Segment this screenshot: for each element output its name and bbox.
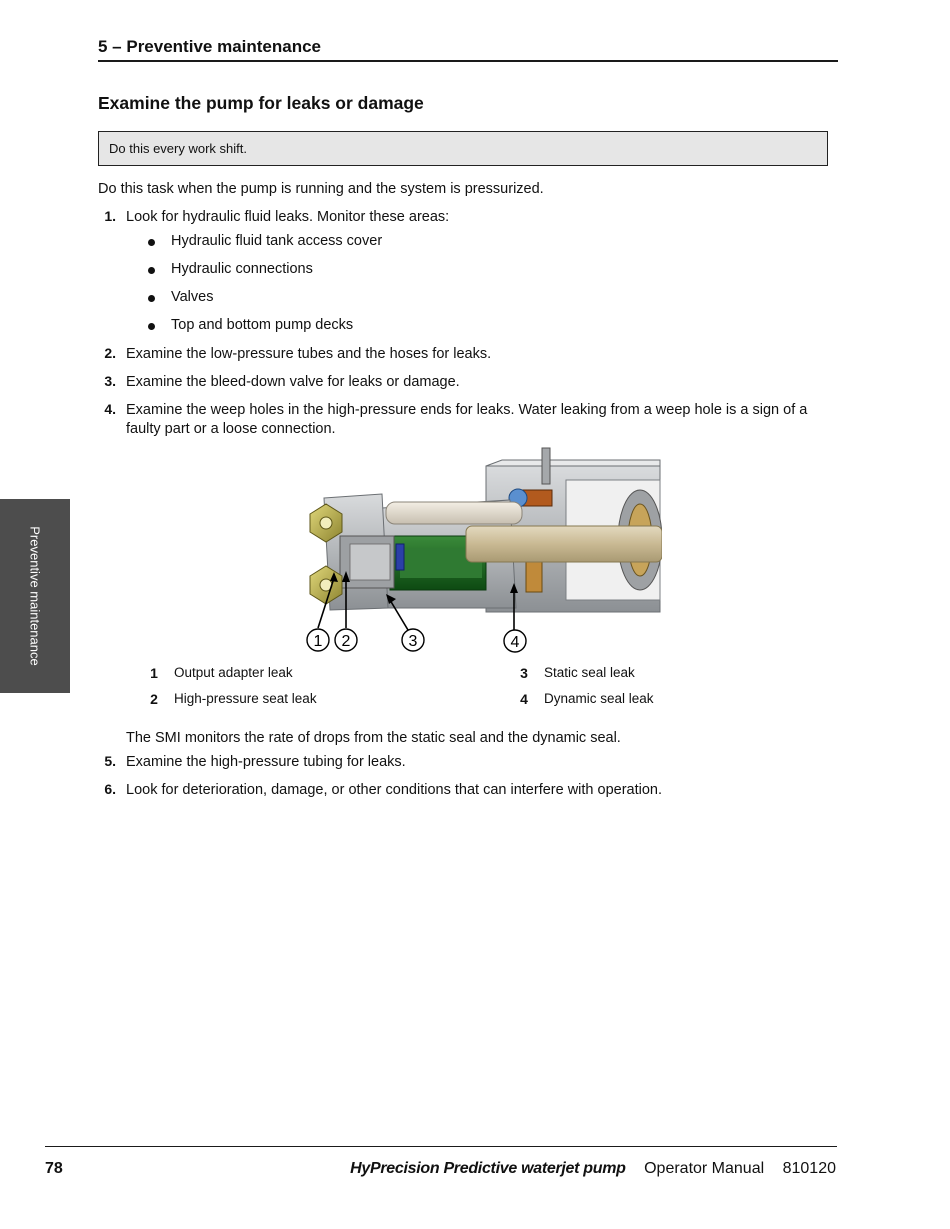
- step-number: 3.: [104, 373, 116, 389]
- intro-paragraph: Do this task when the pump is running and the system is pressurized.: [98, 181, 544, 197]
- chapter-header: 5 – Preventive maintenance: [98, 36, 838, 62]
- bullet-icon: [148, 295, 155, 302]
- pump-cutaway-figure: [290, 440, 662, 658]
- legend-label: Output adapter leak: [174, 665, 293, 680]
- footer-rule: [45, 1146, 837, 1147]
- callout-label: 3: [408, 633, 418, 650]
- legend-number: 3: [520, 665, 528, 681]
- step-number: 4.: [104, 401, 116, 417]
- bullet-text: Hydraulic connections: [171, 261, 313, 277]
- frequency-note-box: [98, 131, 828, 166]
- step-number: 2.: [104, 345, 116, 361]
- bullet-icon: [148, 239, 155, 246]
- legend-label: High-pressure seat leak: [174, 691, 317, 706]
- chapter-side-tab: [0, 499, 70, 693]
- step-text: Examine the low-pressure tubes and the hoses for leaks.: [126, 346, 492, 362]
- step-text: Look for hydraulic fluid leaks. Monitor these areas:: [126, 209, 450, 225]
- callout-1: [307, 629, 329, 651]
- section-title: Examine the pump for leaks or damage: [98, 93, 424, 113]
- bullet-text: Valves: [171, 289, 214, 305]
- footer-product-name: HyPrecision Predictive waterjet pump: [350, 1160, 626, 1177]
- step-number: 5.: [104, 753, 116, 769]
- callout-label: 4: [510, 634, 520, 651]
- figure-note: The SMI monitors the rate of drops from the static seal and the dynamic seal.: [126, 730, 621, 746]
- callout-4: [504, 630, 526, 652]
- callout-2: [335, 629, 357, 651]
- footer-doc-info: [350, 1160, 836, 1178]
- callout-3: [402, 629, 424, 651]
- plunger-rod: [466, 526, 662, 562]
- step-text: Examine the high-pressure tubing for leaks.: [126, 754, 406, 770]
- legend-label: Static seal leak: [544, 665, 635, 680]
- frequency-note-text: Do this every work shift.: [109, 141, 247, 156]
- callout-label: 2: [341, 633, 351, 650]
- step-text: Examine the bleed-down valve for leaks or damage.: [126, 374, 460, 390]
- step-text: Look for deterioration, damage, or other conditions that can interfere with operation.: [126, 782, 663, 798]
- side-tab-label: Preventive maintenance: [27, 526, 43, 666]
- legend-label: Dynamic seal leak: [544, 691, 654, 706]
- step-text-line-1: Examine the weep holes in the high-pressure ends for leaks. Water leaking from a weep hole is a sign of a: [126, 402, 808, 418]
- callout-label: 1: [313, 633, 323, 650]
- bullet-text: Top and bottom pump decks: [171, 317, 354, 333]
- bullet-icon: [148, 267, 155, 274]
- bullet-icon: [148, 323, 155, 330]
- page-number: 78: [45, 1160, 63, 1177]
- step-text-line-2: faulty part or a loose connection.: [126, 421, 336, 437]
- legend-number: 2: [150, 691, 158, 707]
- footer-manual-type: Operator Manual: [644, 1160, 765, 1177]
- legend-number: 4: [520, 691, 528, 707]
- step-number: 6.: [104, 781, 116, 797]
- step-number: 1.: [104, 208, 116, 224]
- footer-doc-number: 810120: [782, 1160, 836, 1177]
- bullet-text: Hydraulic fluid tank access cover: [171, 233, 383, 249]
- legend-number: 1: [150, 665, 158, 681]
